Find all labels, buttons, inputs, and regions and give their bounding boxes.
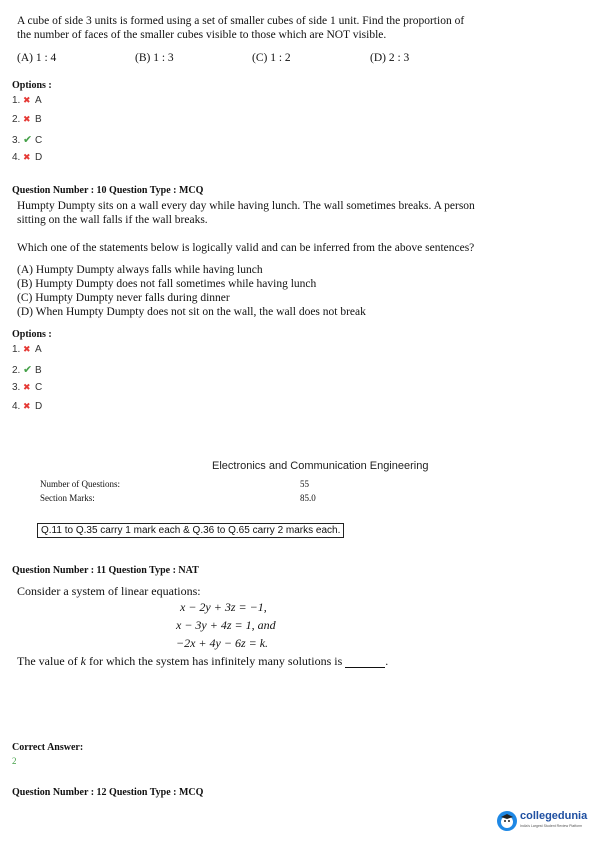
check-icon: ✔ xyxy=(23,134,33,146)
q11-eq2: x − 3y + 4z = 1, and xyxy=(176,618,276,632)
section-title: Electronics and Communication Engineering xyxy=(212,460,429,472)
q9-text-line1: A cube of side 3 units is formed using a set of smaller cubes of side 1 unit. Find the proportion of xyxy=(17,15,465,27)
logo-mascot-icon xyxy=(497,811,517,831)
q10-options-label: Options : xyxy=(12,329,52,340)
section-marks-label: Section Marks: xyxy=(40,493,95,503)
q10-option-3[interactable]: 3. ✖ C xyxy=(12,382,43,393)
collegedunia-logo xyxy=(497,808,592,836)
logo-name: collegedunia xyxy=(520,810,588,822)
logo-tagline: India's Largest Student Review Platform xyxy=(520,824,583,828)
q9-text-line2: the number of faces of the smaller cubes visible to those which are NOT visible. xyxy=(17,29,387,41)
num-questions-value: 55 xyxy=(300,479,309,489)
q9-choice-d: (D) 2 : 3 xyxy=(370,52,410,64)
q10-choice-c: (C) Humpty Dumpty never falls during dinner xyxy=(17,292,230,304)
marks-note: Q.11 to Q.35 carry 1 mark each & Q.36 to Q.65 carry 2 marks each. xyxy=(37,523,344,538)
q9-text xyxy=(17,14,587,42)
q11-question: The value of k for which the system has infinitely many solutions is . xyxy=(17,654,389,668)
q9-choice-b: (B) 1 : 3 xyxy=(135,52,174,64)
q9-choice-a: (A) 1 : 4 xyxy=(17,52,57,64)
check-icon: ✔ xyxy=(23,364,33,376)
q10-choice-a: (A) Humpty Dumpty always falls while having lunch xyxy=(17,264,263,276)
cross-icon: ✖ xyxy=(23,114,31,124)
q10-choice-d: (D) When Humpty Dumpty does not sit on the wall, the wall does not break xyxy=(17,306,366,318)
q9-option-3[interactable]: 3. ✔ C xyxy=(12,134,43,146)
q12-header: Question Number : 12 Question Type : MCQ xyxy=(12,787,204,798)
correct-answer-label: Correct Answer: xyxy=(12,742,84,753)
q9-option-4[interactable]: 4. ✖ D xyxy=(12,152,43,163)
q11-var-k: k xyxy=(80,654,86,668)
cross-icon: ✖ xyxy=(23,152,31,162)
q10-choice-b: (B) Humpty Dumpty does not fall sometimes while having lunch xyxy=(17,278,317,290)
q9-choice-c: (C) 1 : 2 xyxy=(252,52,291,64)
q11-intro: Consider a system of linear equations: xyxy=(17,584,201,598)
cross-icon: ✖ xyxy=(23,344,31,354)
q9-option-2[interactable]: 2. ✖ B xyxy=(12,114,42,125)
q9-option-1[interactable]: 1. ✖ A xyxy=(12,95,42,106)
num-questions-label: Number of Questions: xyxy=(40,479,120,489)
cross-icon: ✖ xyxy=(23,401,31,411)
correct-answer-value: 2 xyxy=(12,756,17,766)
q10-option-2[interactable]: 2. ✔ B xyxy=(12,364,42,376)
section-marks-value: 85.0 xyxy=(300,493,316,503)
q10-option-4[interactable]: 4. ✖ D xyxy=(12,401,43,412)
q10-header: Question Number : 10 Question Type : MCQ xyxy=(12,185,204,196)
q11-header: Question Number : 11 Question Type : NAT xyxy=(12,565,199,576)
cross-icon: ✖ xyxy=(23,382,31,392)
q10-text xyxy=(17,199,587,227)
q10-text-line2: sitting on the wall falls if the wall breaks. xyxy=(17,214,208,226)
q11-eq3: −2x + 4y − 6z = k. xyxy=(176,636,269,650)
q9-options-label: Options : xyxy=(12,80,52,91)
answer-blank xyxy=(345,656,385,668)
q10-option-1[interactable]: 1. ✖ A xyxy=(12,344,42,355)
q10-prompt: Which one of the statements below is logically valid and can be inferred from the above sentences? xyxy=(17,242,475,254)
q10-text-line1: Humpty Dumpty sits on a wall every day while having lunch. The wall sometimes breaks. A person xyxy=(17,200,475,212)
q11-eq1: x − 2y + 3z = −1, xyxy=(180,600,267,614)
cross-icon: ✖ xyxy=(23,95,31,105)
